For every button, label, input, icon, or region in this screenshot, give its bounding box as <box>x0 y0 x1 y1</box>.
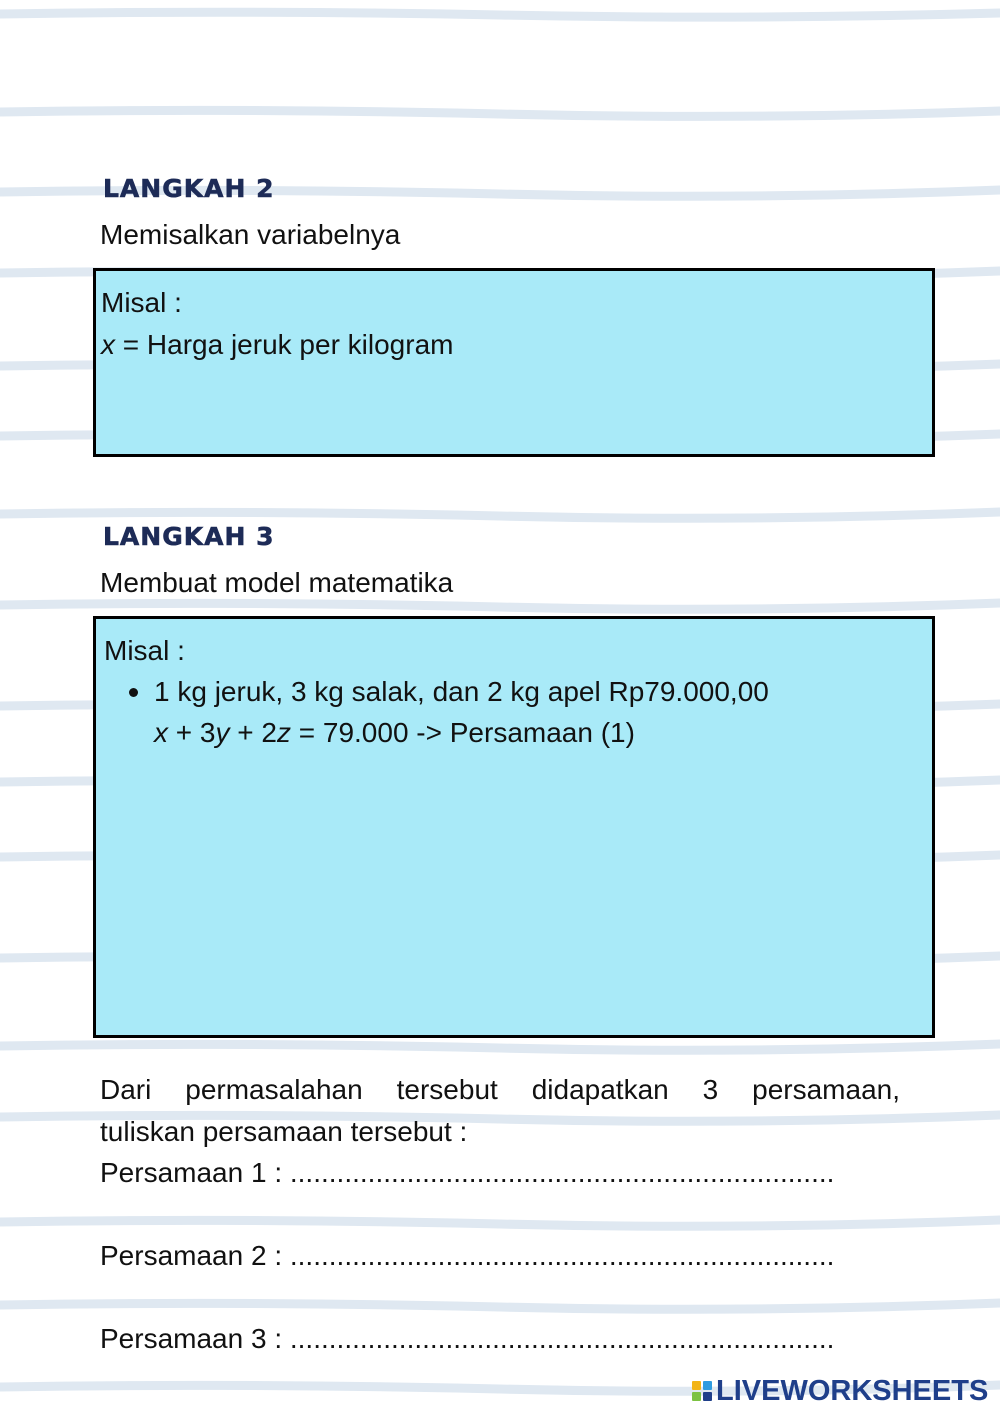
step3-bullet-text: 1 kg jeruk, 3 kg salak, dan 2 kg apel Rp79.000,00 <box>154 676 769 707</box>
answer-label-1: Persamaan 1 : <box>100 1157 290 1188</box>
step2-subtitle: Memisalkan variabelnya <box>100 219 401 250</box>
answer-row-2[interactable] <box>100 1240 900 1272</box>
step2-heading: LANGKAH 2 <box>103 174 275 203</box>
answer-label-3: Persamaan 3 : <box>100 1323 290 1354</box>
variable-x: x <box>101 329 115 360</box>
step2-box <box>93 268 935 457</box>
equation-result: = 79.000 -> Persamaan (1) <box>290 717 635 748</box>
step3-equation <box>154 717 635 749</box>
answer-blank-1[interactable]: ...................................................................... <box>289 1157 835 1188</box>
answer-label-2: Persamaan 2 : <box>100 1240 290 1271</box>
instruction-paragraph <box>100 1069 900 1153</box>
equation-z: z <box>276 717 291 748</box>
equation-x: x <box>154 717 168 748</box>
step3-box <box>93 616 935 1038</box>
step2-variable-definition <box>101 329 453 361</box>
equation-plus-3: + 3 <box>168 717 216 748</box>
equation-plus-2: + 2 <box>229 717 277 748</box>
answer-row-1[interactable] <box>100 1157 900 1189</box>
equation-y: y <box>215 717 230 748</box>
bullet-icon <box>129 688 138 697</box>
instruction-line-2: tuliskan persamaan tersebut : <box>100 1116 468 1147</box>
answer-blank-3[interactable]: ...................................................................... <box>289 1323 835 1354</box>
liveworksheets-grid-icon <box>692 1381 712 1401</box>
variable-x-meaning: = Harga jeruk per kilogram <box>115 329 454 360</box>
instruction-line-1: Dari permasalahan tersebut didapatkan 3 persamaan, <box>100 1074 900 1105</box>
step3-subtitle: Membuat model matematika <box>100 567 454 598</box>
answer-row-3[interactable] <box>100 1323 900 1355</box>
liveworksheets-logo-text: LIVEWORKSHEETS <box>716 1374 989 1407</box>
step3-heading: LANGKAH 3 <box>103 522 275 551</box>
answer-blank-2[interactable]: ...................................................................... <box>289 1240 835 1271</box>
liveworksheets-logo[interactable] <box>692 1374 988 1408</box>
step3-box-label: Misal : <box>104 635 185 666</box>
step2-box-label: Misal : <box>101 287 182 318</box>
